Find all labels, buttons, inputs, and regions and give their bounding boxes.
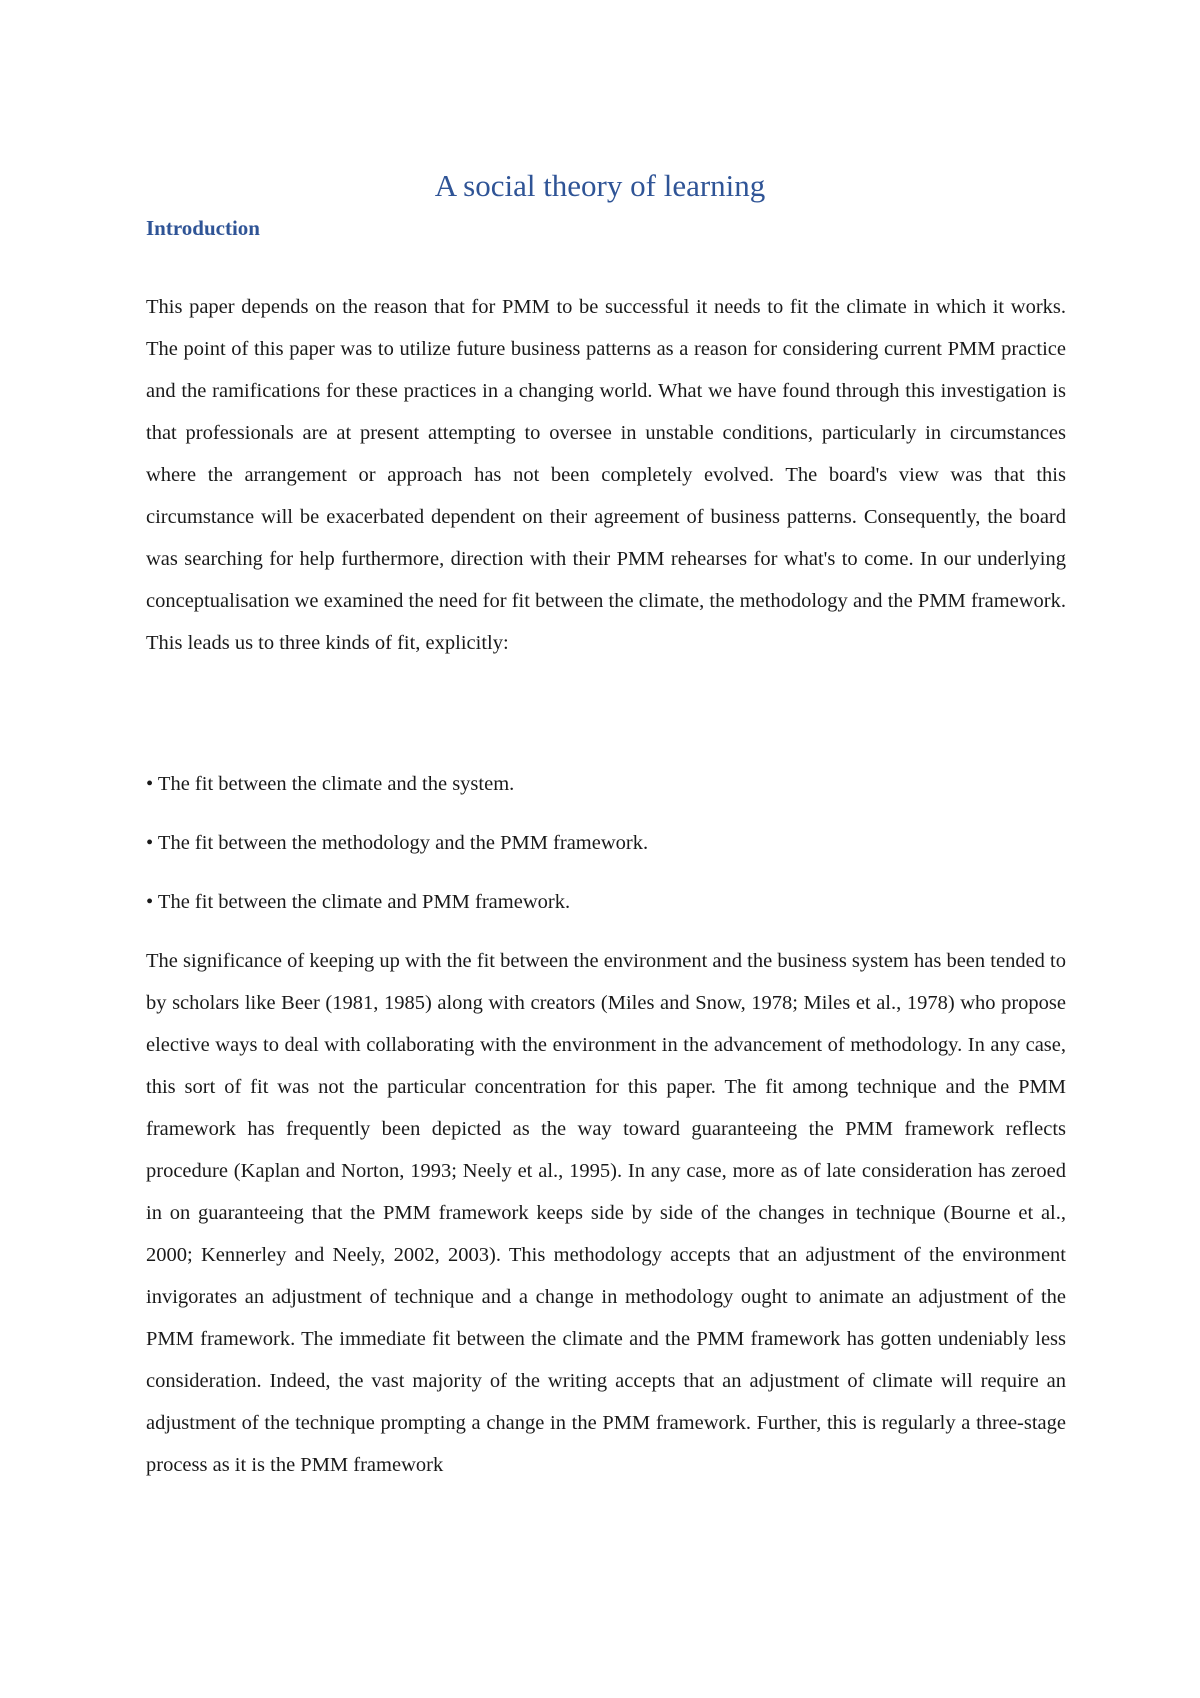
bullet-item: • The fit between the climate and the system. — [146, 773, 515, 795]
bullet-item: • The fit between the methodology and the PMM framework. — [146, 832, 649, 854]
page-title: A social theory of learning — [434, 168, 766, 203]
section-heading: Introduction — [146, 216, 260, 240]
bullet-item: • The fit between the climate and PMM framework. — [146, 891, 571, 913]
paragraph-significance: The significance of keeping up with the fit between the environment and the business system has been tended to by scholars like Beer (1981, 1985) along with creators (Miles and Snow, 1978; Miles et al., 1978) who propose elective ways to deal with collaborating with the environment in the advancement of methodology. In any case, this sort of fit was not the particular concentration for this paper. The fit among technique and the PMM framework has frequently been depicted as the way toward guaranteeing the PMM framework reflects procedure (Kaplan and Norton, 1993; Neely et al., 1995). In any case, more as of late consideration has zeroed in on guaranteeing that the PMM framework keeps side by side of the changes in technique (Bourne et al., 2000; Kennerley and Neely, 2002, 2003). This methodology accepts that an adjustment of the environment invigorates an adjustment of technique and a change in methodology ought to animate an adjustment of the PMM framework. The immediate fit between the climate and the PMM framework has gotten undeniably less consideration. Indeed, the vast majority of the writing accepts that an adjustment of climate will require an adjustment of the technique prompting a change in the PMM framework. Further, this is regularly a three-stage process as it is the PMM framework — [146, 950, 1066, 1476]
paragraph-intro: This paper depends on the reason that for PMM to be successful it needs to fit the climate in which it works. The point of this paper was to utilize future business patterns as a reason for considering current PMM practice and the ramifications for these practices in a changing world. What we have found through this investigation is that professionals are at present attempting to oversee in unstable conditions, particularly in circumstances where the arrangement or approach has not been completely evolved. The board's view was that this circumstance will be exacerbated dependent on their agreement of business patterns. Consequently, the board was searching for help furthermore, direction with their PMM rehearses for what's to come. In our underlying conceptualisation we examined the need for fit between the climate, the methodology and the PMM framework. This leads us to three kinds of fit, explicitly: — [146, 296, 1066, 654]
